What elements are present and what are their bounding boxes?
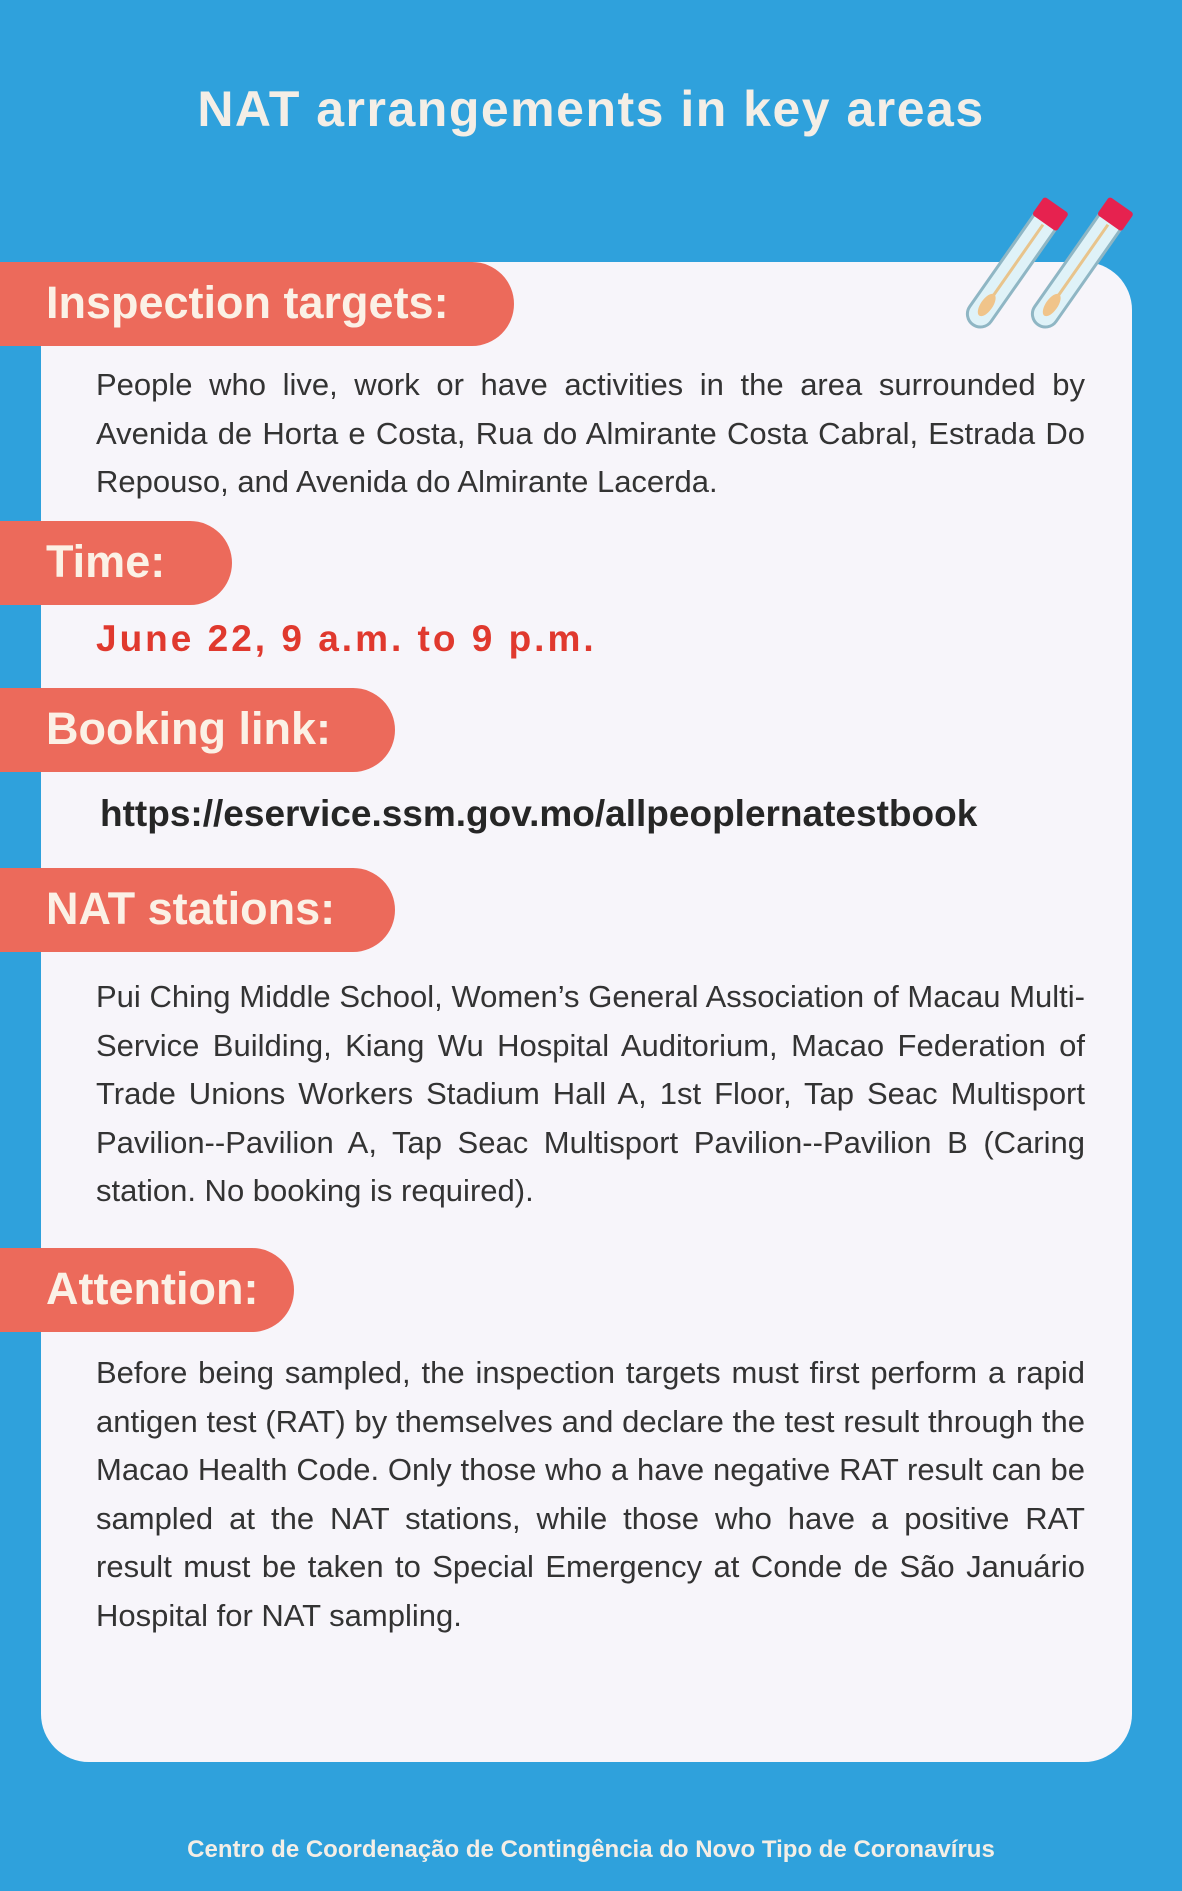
section-label-inspection-targets: Inspection targets: <box>0 262 514 346</box>
footer-credit: Centro de Coordenação de Contingência do Novo Tipo de Coronavírus <box>187 1836 995 1863</box>
section-label-booking-link: Booking link: <box>0 688 395 772</box>
time-value: June 22, 9 a.m. to 9 p.m. <box>96 618 597 659</box>
section-label-attention: Attention: <box>0 1248 294 1332</box>
page-title: NAT arrangements in key areas <box>197 81 985 137</box>
test-tubes-icon <box>960 190 1140 350</box>
inspection-targets-text: People who live, work or have activities in the area surrounded by Avenida de Horta e Costa, Rua do Almirante Costa Cabral, Estrada Do Repouso, and Avenida do Almirante Lacerda. <box>96 367 1085 499</box>
section-label-nat-stations: NAT stations: <box>0 868 395 952</box>
attention-text: Before being sampled, the inspection targets must first perform a rapid antigen test (RAT) by themselves and declare the test result through the Macao Health Code. Only those who a have negative RAT result can be sampled at the NAT stations, while those who have a positive RAT result must be taken to Special Emergency at Conde de São Januário Hospital for NAT sampling. <box>96 1355 1085 1633</box>
section-label-time: Time: <box>0 521 232 605</box>
nat-stations-text: Pui Ching Middle School, Women’s General Association of Macau Multi-Service Building, Kiang Wu Hospital Auditorium, Macao Federation of Trade Unions Workers Stadium Hall A, 1st Floor, Tap Seac Multisport Pavilion--Pavilion A, Tap Seac Multisport Pavilion--Pavilion B (Caring station. No booking is required). <box>96 979 1085 1208</box>
booking-link[interactable]: https://eservice.ssm.gov.mo/allpeoplernatestbook <box>100 793 978 834</box>
